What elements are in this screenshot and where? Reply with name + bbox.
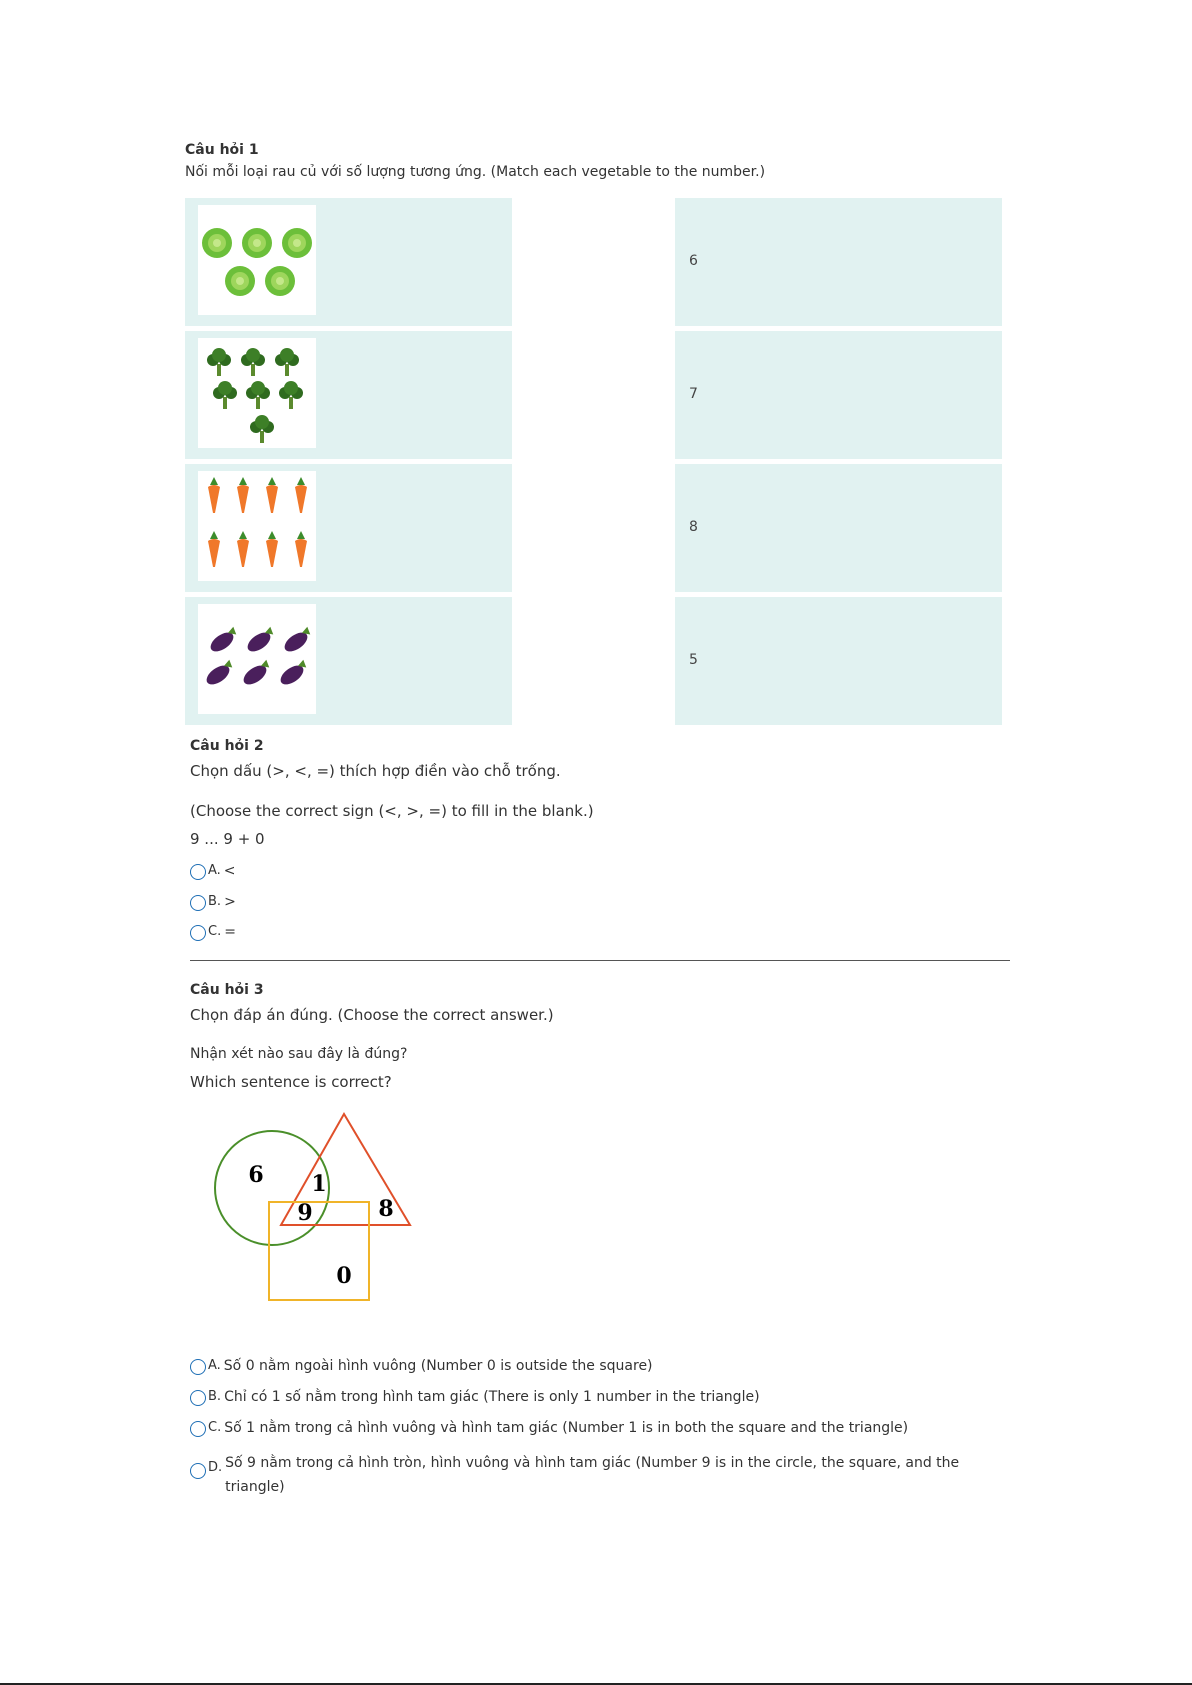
carrot-icon <box>208 477 307 567</box>
q3-title: Câu hỏi 3 <box>190 982 264 998</box>
q2-title: Câu hỏi 2 <box>190 738 264 754</box>
diagram-number-square: 0 <box>336 1263 352 1289</box>
diagram-number-circle: 6 <box>248 1162 264 1188</box>
match-left-broccoli[interactable] <box>185 331 512 459</box>
option-text: = <box>224 924 236 940</box>
match-right-item[interactable] <box>675 597 1002 725</box>
option-text: < <box>223 863 236 879</box>
diagram-number-overlap: 1 <box>311 1171 327 1197</box>
q2-option-a[interactable] <box>190 863 236 880</box>
q3-option-a[interactable] <box>190 1358 653 1375</box>
q3-question-vi: Nhận xét nào sau đây là đúng? <box>190 1046 408 1062</box>
match-number: 5 <box>689 652 698 668</box>
option-text: Chỉ có 1 số nằm trong hình tam giác (There is only 1 number in the triangle) <box>224 1389 760 1405</box>
match-number: 7 <box>689 386 698 402</box>
q3-prompt: Chọn đáp án đúng. (Choose the correct answer.) <box>190 1006 554 1024</box>
q3-question-en: Which sentence is correct? <box>190 1073 392 1091</box>
q3-option-b[interactable] <box>190 1389 760 1406</box>
match-left-eggplant[interactable] <box>185 597 512 725</box>
option-letter: C. <box>208 924 222 939</box>
radio-button[interactable] <box>190 1463 206 1479</box>
match-left-carrot[interactable] <box>185 464 512 592</box>
radio-button[interactable] <box>190 1390 206 1406</box>
option-text: > <box>224 894 236 910</box>
radio-button[interactable] <box>190 864 206 880</box>
broccoli-icon <box>207 348 303 443</box>
q2-expression: 9 ... 9 + 0 <box>190 830 265 848</box>
match-number: 6 <box>689 253 698 269</box>
square-shape <box>269 1202 369 1300</box>
q1-title: Câu hỏi 1 <box>185 142 259 158</box>
option-letter: C. <box>208 1420 222 1435</box>
option-text: Số 0 nằm ngoài hình vuông (Number 0 is outside the square) <box>223 1358 653 1374</box>
section-divider <box>190 960 1010 961</box>
option-letter: B. <box>208 1389 222 1404</box>
q2-prompt: Chọn dấu (>, <, =) thích hợp điền vào chỗ trống. <box>190 762 561 780</box>
option-letter: D. <box>208 1460 223 1475</box>
cabbage-icon <box>202 228 312 296</box>
match-number: 8 <box>689 519 698 535</box>
radio-button[interactable] <box>190 895 206 911</box>
shapes-diagram <box>190 1100 430 1310</box>
diagram-number-triangle: 8 <box>378 1196 394 1222</box>
radio-button[interactable] <box>190 1359 206 1375</box>
broccoli-image <box>198 338 316 448</box>
option-letter: B. <box>208 894 222 909</box>
radio-button[interactable] <box>190 925 206 941</box>
match-right-item[interactable] <box>675 464 1002 592</box>
option-text: Số 9 nằm trong cả hình tròn, hình vuông và hình tam giác (Number 9 is in the circle, the square, and the triangle) <box>225 1455 960 1495</box>
q3-option-c[interactable] <box>190 1420 908 1437</box>
q2-option-b[interactable] <box>190 894 236 911</box>
option-text: Số 1 nằm trong cả hình vuông và hình tam giác (Number 1 is in both the square and the triangle) <box>224 1420 909 1436</box>
match-left-cabbage[interactable] <box>185 198 512 326</box>
eggplant-image <box>198 604 316 714</box>
radio-button[interactable] <box>190 1421 206 1437</box>
diagram-number-center: 9 <box>297 1200 313 1226</box>
match-right-item[interactable] <box>675 331 1002 459</box>
q3-option-d[interactable] <box>190 1451 1005 1499</box>
eggplant-icon <box>203 626 314 688</box>
option-letter: A. <box>208 1358 221 1373</box>
q2-prompt-en: (Choose the correct sign (<, >, =) to fill in the blank.) <box>190 802 594 820</box>
option-letter: A. <box>208 863 221 878</box>
q2-option-c[interactable] <box>190 924 236 941</box>
q1-prompt: Nối mỗi loại rau củ với số lượng tương ứng. (Match each vegetable to the number.) <box>185 164 766 180</box>
match-right-item[interactable] <box>675 198 1002 326</box>
carrot-image <box>198 471 316 581</box>
cabbage-image <box>198 205 316 315</box>
